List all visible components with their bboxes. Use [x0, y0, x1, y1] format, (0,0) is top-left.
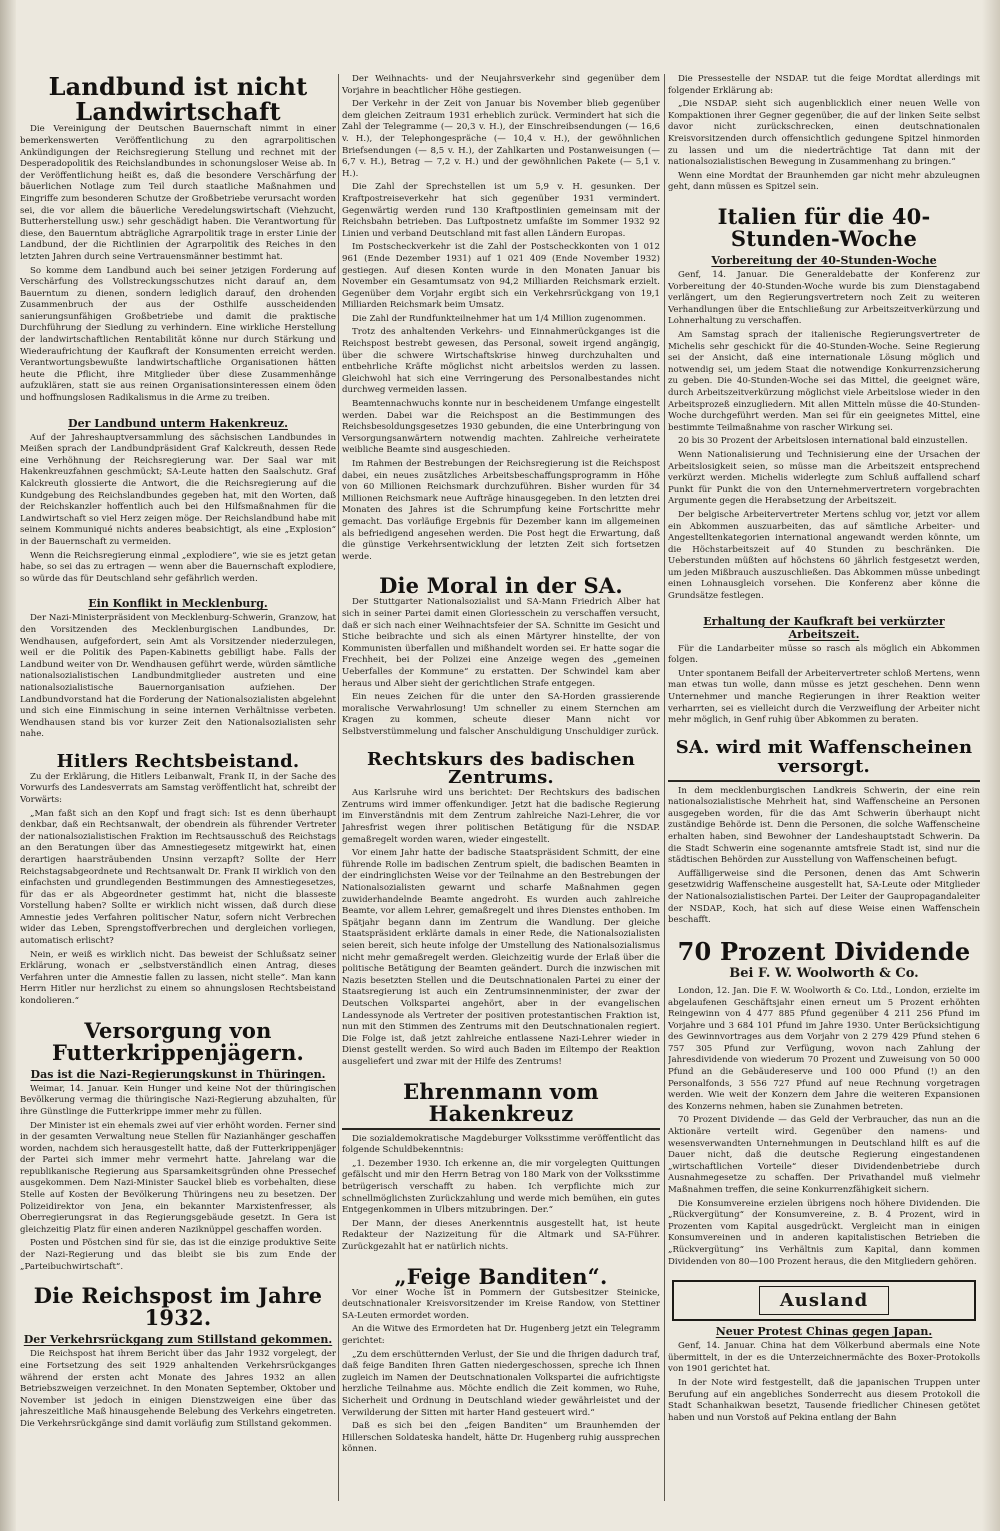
article-paragraph: Zu der Erklärung, die Hitlers Leibanwalt, Frank II, in der Sache des Vorwurfs des Landesverrats am Samstag veröffentlicht hat, schreibt der Vorwärts: — [20, 771, 336, 805]
article-paragraph: Weimar, 14. Januar. Kein Hunger und keine Not der thüringischen Bevölkerung vermag die thüringische Nazi-Regierung abzuhalten, für ihre Günstlinge die Futterkrippe immer mehr zu füllen. — [20, 1083, 336, 1117]
article-paragraph: „Man faßt sich an den Kopf und fragt sich: Ist es denn überhaupt denkbar, daß ein Rechtsanwalt, der obendrein als führender Vertreter der nationalsozialistischen Fraktion im Rechtsausschuß des Reichstags an den Beratungen über das Amnestiegesetz mitgewirkt hat, einen derartigen haarsträubenden Unsinn verzapft? Sollte der Herr Reichstagsabgeordnete und Rechtsanwalt Dr. Frank II wirklich von den einfachsten und grundlegenden Bestimmungen des Amnestiegesetzes, für das er als Abgeordneter gestimmt hat, nicht die blasseste Vorstellung haben? Sollte er wirklich nicht wissen, daß durch diese Amnestie jedes Verfahren politischer Natur, sofern nicht Verbrechen wider das Leben, Sprengstoffverbrechen und dergleichen vorliegen, automatisch erlischt? — [20, 808, 336, 947]
article-paragraph: 70 Prozent Dividende — das Geld der Verbraucher, das nun an die Aktionäre verteilt wird. Gegenüber den namens- und wesensverwandten Unternehmungen in Deutschland hilft es auf die Dauer nicht, daß die deutsche Regierung eingestandenen „wirtschaftlichen Vorteile“ dieser Dividendenbetriebe durch Ausnahmegesetze zu schaffen. Der Privathandel muß vielmehr Maßnahmen treffen, die seine Konkurrenzfähigkeit sichern. — [668, 1115, 980, 1195]
article-paragraph: Trotz des anhaltenden Verkehrs- und Einnahmerückganges ist die Reichspost bestrebt gewesen, das Personal, soweit irgend angängig, über die schwere Wirtschaftskrise hinweg durchzuhalten und entbehrliche Kräfte möglichst nicht arbeitslos werden zu lassen. Gleichwohl hat sich eine Verringerung des Personalbestandes nicht durchweg vermeiden lassen. — [342, 327, 660, 396]
column-middle — [342, 74, 660, 1509]
article-paragraph: Unter spontanem Beifall der Arbeitervertreter schloß Mertens, wenn man etwas tun wolle, dann müsse es jetzt geschehen. Denn wenn Unternehmer und manche Regierungen in ihrer Reaktion weiter verharrten, sei es vielleicht durch die Verzweiflung der Arbeiter nicht mehr möglich, in Genf ruhig über Abkommen zu beraten. — [668, 668, 980, 726]
article-paragraph: An die Witwe des Ermordeten hat Dr. Hugenberg jetzt ein Telegramm gerichtet: — [342, 1324, 660, 1346]
article-headline: Hitlers Rechtsbeistand. — [56, 750, 300, 772]
article-subheadline: Bei F. W. Woolworth & Co. — [729, 965, 919, 981]
article-paragraph: Wenn Nationalisierung und Technisierung eine der Ursachen der Arbeitslosigkeit seien, so müsse man die Arbeitszeit entsprechend verkürzt werden. Michelis widerlegte zum Schluß auffallend scharf Punkt für Punkt die von den Unternehmervertretern vorgebrachten Argumente gegen die Herabsetzung der Arbeitszeit. — [668, 449, 980, 507]
section-banner — [672, 1280, 976, 1321]
article-paragraph: Vor einer Woche ist in Pommern der Gutsbesitzer Steinicke, deutschnationaler Kreisvorsitzender im Kreise Randow, von Stettiner SA-Leuten ermordet worden. — [342, 1287, 660, 1321]
article-paragraph: Aus Karlsruhe wird uns berichtet: Der Rechtskurs des badischen Zentrums wird immer offenkundiger. Jetzt hat die badische Regierung im Einverständnis mit dem Zentrum zahlreiche Nazi-Lehrer, die vor Jahresfrist wegen ihrer politischen Betätigung für die NSDAP. gemaßregelt worden waren, wieder eingestellt. — [342, 788, 660, 845]
article-paragraph: Der belgische Arbeitervertreter Mertens schlug vor, jetzt vor allem ein Abkommen auszuarbeiten, das auf sämtliche Arbeiter- und Angestelltenkategorien international angewandt werden könnte, um die Höchstarbeitszeit auf 40 Stunden zu beschränken. Die Ueberstunden müßten auf höchstens 60 jährlich festgesetzt werden, um jeden Mißbrauch auszuschließen. Das Abkommen müsse unbedingt einen Lohnausgleich vorsehen. Die Konferenz aber könne die Grundsätze festlegen. — [668, 509, 980, 602]
article-paragraph: So komme dem Landbund auch bei seiner jetzigen Forderung auf Verschärfung des Vollstreckungsschutzes nicht darauf an, dem Bauerntum zu dienen, sondern lediglich darauf, den drohenden Zusammenbruch der aus der Osthilfe ausscheidenden sanierungsunfähigen Großbetriebe und damit die praktische Durchführung der Siedlung zu verhindern. Eine wirkliche Herstellung der landwirtschaftlichen Rentabilität könne nur durch Stärkung und Wiederaufrichtung der Kaufkraft der Konsumenten erreicht werden. Verantwortungsbewußte landwirtschaftliche Organisationen hätten heute die Pflicht, ihre Mitglieder über diese Zusammenhänge aufzuklären, statt sie aus reinen Organisationsinteressen einem öden und hoffnungslosen Radikalismus in die Arme zu treiben. — [20, 265, 336, 404]
article-paragraph: Für die Landarbeiter müsse so rasch als möglich ein Abkommen folgen. — [668, 643, 980, 666]
article-headline: Ehrenmann vom Hakenkreuz — [342, 1081, 660, 1130]
article-paragraph: Der Mann, der dieses Anerkenntnis ausgestellt hat, ist heute Redakteur der Nazizeitung für die Altmark und SA-Führer. Zurückgezahlt hat er natürlich nichts. — [342, 1218, 660, 1252]
article-paragraph: Beamtennachwuchs konnte nur in bescheidenem Umfange eingestellt werden. Dabei war die Reichspost an die Bestimmungen des Reichsbesoldungsgesetzes 1930 gebunden, die eine Unterbringung von Versorgungsanwärtern notwendig machten. Zahlreiche verheiratete weibliche Beamte sind ausgeschieden. — [342, 399, 660, 456]
article-paragraph: Die sozialdemokratische Magdeburger Volksstimme veröffentlicht das folgende Schuldbekenntnis: — [342, 1133, 660, 1156]
article-paragraph: In dem mecklenburgischen Landkreis Schwerin, der eine rein nationalsozialistische Mehrheit hat, sind Waffenscheine an Personen ausgegeben worden, für die das Amt Schwerin überhaupt nicht zuständige Behörde ist. Denn die Personen, die solche Waffenscheine erhalten haben, sind Bewohner der Landeshauptstadt Schwerin. Da die Stadt Schwerin eine sogenannte amtsfreie Stadt ist, sind nur die städtischen Behörden zur Ausstellung von Waffenscheinen befugt. — [668, 785, 980, 866]
article-block — [342, 748, 660, 1069]
column-right — [668, 74, 980, 1509]
article-block — [342, 575, 660, 738]
article-headline: Die Moral in der SA. — [379, 573, 623, 599]
article-paragraph: Die Pressestelle der NSDAP. tut die feige Mordtat allerdings mit folgender Erklärung ab: — [668, 74, 980, 96]
article-paragraph: Der Stuttgarter Nationalsozialist und SA-Mann Friedrich Alber hat sich in seiner Partei damit einen Gloriesschein zu verschaffen versucht, daß er sich nach einer Weihnachtsfeier der SA. Schnitte im Gesicht und Stiche beibrachte und sich als einen Märtyrer hinstellte, der von Kommunisten überfallen und mißhandelt worden sei. Er hatte sogar die Frechheit, bei der Polizei eine Anzeige wegen des „gemeinen Ueberfalles der Kommune“ zu erstatten. Der Schwindel kam aber heraus und Alber sieht der gerichtlichen Strafe entgegen. — [342, 597, 660, 689]
article-block — [668, 203, 980, 603]
article-block — [20, 1285, 336, 1430]
article-block — [668, 615, 980, 727]
article-paragraph: 20 bis 30 Prozent der Arbeitslosen international bald einzustellen. — [678, 436, 968, 447]
article-paragraph: Genf, 14. Januar. Die Generaldebatte der Konferenz zur Vorbereitung der 40-Stunden-Woche wurde bis zum Dienstagabend verlängert, um den Regierungsvertretern noch Zeit zu weiteren Verhandlungen über die Entschließung zur Arbeitszeitverkürzung und Lohnerhaltung zu verschaffen. — [668, 270, 980, 327]
article-headline: 70 Prozent Dividende — [677, 936, 971, 966]
article-headline: „Feige Banditen“. — [394, 1263, 608, 1289]
section-banner-title: Ausland — [759, 1286, 889, 1315]
article-subheadline: Der Landbund unterm Hakenkreuz. — [68, 416, 288, 430]
article-block — [668, 74, 980, 194]
article-paragraph: Auffälligerweise sind die Personen, denen das Amt Schwerin gesetzwidrig Waffenscheine ausgestellt hat, SA-Leute oder Mitglieder der Nationalsozialistischen Partei. Der Leiter der Gaupropagandaleiter der NSDAP., Koch, hat sich auf diese Weise einen Waffenschein beschafft. — [668, 868, 980, 926]
scan-edge-right — [982, 0, 1000, 1531]
column-rule — [664, 74, 665, 1501]
article-block — [668, 936, 980, 1268]
article-paragraph: Der Verkehr in der Zeit von Januar bis November blieb gegenüber dem gleichen Zeitraum 1931 erheblich zurück. Vermindert hat sich die Zahl der Telegramme (— 20,3 v. H.), der Einschreibsendungen (— 16,6 v. H.), der Telephongespräche (— 10,4 v. H.), der gewöhnlichen Briefsendungen (— 8,5 v. H.), der Zahlkarten und Postanweisungen (— 6,7 v. H.), Betrag — 7,2 v. H.) und der gewöhnlichen Pakete (— 5,1 v. H.). — [342, 99, 660, 179]
article-block — [668, 736, 980, 927]
article-paragraph: Genf, 14. Januar. China hat dem Völkerbund abermals eine Note übermittelt, in der es die Unterzeichnermächte des Boxer-Protokolls von 1901 gerichtet hat. — [668, 1341, 980, 1375]
article-paragraph: London, 12. Jan. Die F. W. Woolworth & Co. Ltd., London, erzielte im abgelaufenen Geschäftsjahr einen erneut um 5 Prozent erhöhten Reingewinn von 4 477 885 Pfund gegenüber 4 211 256 Pfund im Vorjahre und 3 684 101 Pfund im Jahre 1930. Unter Berücksichtigung des Gewinnvortrages aus dem Vorjahr von 2 279 429 Pfund stehen 6 757 305 Pfund zur Verfügung, wovon nach Zahlung der Jahresdividende von wiederum 70 Prozent und Zuweisung von 50 000 Pfund an die Gebäudereserve und 100 000 Pfund (!) an den Personalfonds, 3 556 727 Pfund auf neue Rechnung vorgetragen werden. Wie weit der Konzern dem Jahre die weiteren Expansionen des Konzerns nehmen, haben sie Zunahmen betreten. — [668, 985, 980, 1112]
article-paragraph: Wenn die Reichsregierung einmal „explodiere“, wie sie es jetzt getan habe, so sei das zu ertragen — wenn aber die Bauernschaft explodiere, so würde das für Deutschland sehr gefährlich werden. — [20, 550, 336, 584]
column-rule — [338, 74, 339, 1501]
article-paragraph: Die Zahl der Rundfunkteilnehmer hat um 1/4 Million zugenommen. — [352, 313, 646, 324]
article-subheadline: Neuer Protest Chinas gegen Japan. — [715, 1325, 933, 1339]
article-headline: SA. wird mit Waffenscheinen versorgt. — [668, 739, 980, 782]
article-block — [668, 1280, 980, 1424]
article-headline: Landbund ist nicht Landwirtschaft — [48, 74, 308, 127]
scan-edge-left — [0, 0, 16, 1531]
article-paragraph: Auf der Jahreshauptversammlung des sächsischen Landbundes in Meißen sprach der Landbundpräsident Graf Kalckreuth, dessen Rede eine Verhöhnung der Reichsregierung war. Der Saal war mit Hakenkreuzfahnen geschmückt; SA-Leute hatten den Saalschutz. Graf Kalckreuth glossierte die Antwort, die die Reichsregierung auf die Kundgebung des Reichslandbundes gegeben hat, mit den Worten, daß der Reichskanzler hoffentlich auch bei den Hilfsmaßnahmen für die Landwirtschaft so viel Herz zeigen möge. Der Reichslandbund habe mit seinem Kommuniqué nichts anderes beabsichtigt, als eine „Explosion“ in der Bauernschaft zu vermeiden. — [20, 432, 336, 547]
article-block — [20, 417, 336, 586]
article-paragraph: „Zu dem erschütternden Verlust, der Sie und die Ihrigen dadurch traf, daß feige Banditen Ihren Gatten niedergeschossen, spreche ich Ihnen zugleich im Namen der Deutschnationalen Volkspartei die aufrichtigste herzliche Teilnahme aus. Möchte endlich die Zeit kommen, wo Ruhe, Sicherheit und Ordnung in Deutschland wieder gewährleistet und der Verwilderung der Sitten mit harter Hand gesteuert wird.“ — [342, 1349, 660, 1418]
article-paragraph: Vor einem Jahr hatte der badische Staatspräsident Schmitt, der eine führende Rolle im badischen Zentrum spielt, die badischen Beamten in der eindringlichsten Weise vor der Teilnahme an den Bestrebungen der Nationalsozialisten gewarnt und scharfe Maßnahmen gegen zuwiderhandelnde Beamte angedroht. Es wurden auch zahlreiche Beamte, vor allem Lehrer, gemaßregelt und ihres Dienstes enthoben. Im Spätjahr begann dann im Zentrum die Wandlung. Der gleiche Staatspräsident erklärte damals in einer Rede, die Nationalsozialisten seien bereit, sich heute infolge der Umstellung des Nationalsozialismus nicht mehr gemaßregelt werden. Gleichzeitig wurde der Erlaß über die politische Betätigung der Beamten geändert. Durch die inzwischen mit Nazis besetzten Stellen und die Deutschnationalen Partei zu einer der Staatsregierung ist auch ein Zentrumsinnenminister, der zwar der Deutschen Volkspartei angehört, aber in der evangelischen Landessynode als Vertreter der positiven protestantischen Fraktion ist, nun mit den Stimmen des Zentrums mit den Deutschnationalen regiert. Die Folge ist, daß jetzt zahlreiche entlassene Nazi-Lehrer wieder in Dienst gestellt werden. So wird auch Baden im Eiltempo der Reaktion ausgeliefert und zwar mit der Hilfe des Zentrums! — [342, 848, 660, 1067]
article-paragraph: Nein, er weiß es wirklich nicht. Das beweist der Schlußsatz seiner Erklärung, wonach er „selbstverständlich einen Antrag, dieses Verfahren unter die Amnestie fallen zu lassen, nicht stelle“. Man kann Herrn Hitler nur herzlichst zu einem so ahnungslosen Rechtsbeistand kondolieren.“ — [20, 949, 336, 1007]
article-headline: Die Reichspost im Jahre 1932. — [33, 1283, 323, 1331]
article-block — [342, 74, 660, 563]
article-headline: Versorgung von Futterkrippenjägern. — [51, 1017, 305, 1065]
article-block — [342, 1078, 660, 1254]
article-subheadline: Das ist die Nazi-Regierungskunst in Thüringen. — [30, 1067, 326, 1081]
article-paragraph: In der Note wird festgestellt, daß die japanischen Truppen unter Berufung auf ein angebliches Sonderrecht aus diesem Protokoll die Stadt Schanhaikwan besetzt, Tausende friedlicher Chinesen getötet haben und nun Vorstoß auf Pekina entlang der Bahn — [668, 1377, 980, 1423]
article-block — [20, 597, 336, 741]
article-paragraph: Die Konsumvereine erzielen übrigens noch höhere Dividenden. Die „Rückvergütung“ der Konsumvereine, z. B. 4 Prozent, wird in Prozenten vom Kapital ausgedrückt. Vergleicht man in einigen Konsumvereinen und in anderen kapitalistischen Betrieben die „Rückvergütung“ ins Verhältnis zum Kapital, dann kommen Dividenden von 80—100 Prozent heraus, die den Mitgliedern gehören. — [668, 1198, 980, 1267]
article-paragraph: „Die NSDAP. sieht sich augenblicklich einer neuen Welle von Kompaktionen ihrer Gegner gegenüber, die auf der linken Seite selbst davor nicht zurückschrecken, einen deutschnationalen Kreisvorsitzenden durch offensichtlich gedungene Spitzel hinmorden zu lassen und um die niederträchtige Tat dann mit der nationalsozialistischen Bewegung in Zusammenhang zu bringen.“ — [668, 99, 980, 168]
article-paragraph: Posten und Pöstchen sind für sie, das ist die einzige produktive Seite der Nazi-Regierung und das bleibt sie bis zum Ende der „Parteibuchwirtschaft“. — [20, 1238, 336, 1272]
article-paragraph: Wenn eine Mordtat der Braunhemden gar nicht mehr abzuleugnen geht, dann müssen es Spitzel sein. — [668, 170, 980, 193]
article-headline: Rechtskurs des badischen Zentrums. — [367, 748, 635, 789]
article-block — [20, 750, 336, 1008]
article-paragraph: Der Minister ist ein ehemals zwei auf vier erhöht worden. Ferner sind in der gesamten Verwaltung neue Stellen für Nazianhänger geschaffen worden, nachdem sich herausgestellt hatte, daß der Futterkrippenjäger der Partei sich immer mehr vermehrt hatte. Jahrelang war die republikanische Regierung aus Sparsamkeitsgründen ohne Pressechef ausgekommen. Dem Nazi-Minister Sauckel blieb es vorbehalten, diese Stelle auf Kosten der Bevölkerung Thüringens neu zu besetzen. Der Polizeidirektor von Jena, ein bekannter Marxistenfresser, als Oberregierungsrat in das Regierungsgebäude gesetzt. In Gera ist gleichzeitig Platz für einen anderen Naziknüppel geschaffen worden. — [20, 1120, 336, 1235]
column-left — [20, 74, 336, 1509]
article-paragraph: Ein neues Zeichen für die unter den SA-Horden grassierende moralische Verwahrlosung! Um schneller zu einem Sternchen am Kragen zu kommen, scheute dieser Mann nicht vor Selbstverstümmelung und falscher Anschuldigung Unschuldiger zurück. — [342, 692, 660, 737]
article-paragraph: „1. Dezember 1930. Ich erkenne an, die mir vorgelegten Quittungen gefälscht und mir den Herrn Betrag von 180 Mark von der Volksstimme betrügerisch verschafft zu haben. Ich verpflichte mich zur schnellmöglichsten Zurückzahlung und werde mich bemühen, ein gutes Entgegenkommen in Ulbers mitzubringen. Der.“ — [342, 1158, 660, 1216]
article-subheadline: Der Verkehrsrückgang zum Stillstand gekommen. — [23, 1333, 333, 1347]
article-block — [20, 74, 336, 405]
article-subheadline: Erhaltung der Kaufkraft bei verkürzter Arbeitszeit. — [703, 614, 945, 641]
article-paragraph: Die Zahl der Sprechstellen ist um 5,9 v. H. gesunken. Der Kraftpostreiseverkehr hat sich gegenüber 1931 vermindert. Gegenwärtig werden rund 130 Kraftpostlinien gemeinsam mit der Reichsbahn betrieben. Das Luftpostnetz umfaßte im Sommer 1932 92 Linien und verband Deutschland mit fast allen Ländern Europas. — [342, 182, 660, 239]
article-subheadline: Vorbereitung der 40-Stunden-Woche — [711, 254, 937, 268]
article-paragraph: Am Samstag sprach der italienische Regierungsvertreter de Michelis sehr geschickt für die 40-Stunden-Woche. Seine Regierung sei der Ansicht, daß eine internationale Lösung möglich und notwendig sei, um jedem Staat die notwendige Konkurrenzsicherung zu geben. Die 40-Stunden-Woche sei das Mittel, die geeignet wäre, durch Arbeitszeitverkürzung möglichst viele Arbeitslose wieder in den Arbeitsprozeß einzugliedern. Mit allen Mitteln müsse die 40-Stunden-Woche durchgeführt werden. Man sei für ein geeignetes Mittel, eine bestimmte Teilmaßnahme von rascher Wirkung sei. — [668, 330, 980, 433]
article-paragraph: Im Postscheckverkehr ist die Zahl der Postscheckkonten von 1 012 961 (Ende Dezember 1931) auf 1 021 409 (Ende November 1932) gestiegen. Auf diesen Konten wurde in den Monaten Januar bis November ein Gesamtumsatz von 94,2 Milliarden Reichsmark erzielt. Gegenüber dem Vorjahr ergibt sich ein Verkehrsrückgang von 19,1 Milliarden Reichsmark beim Umsatz. — [342, 242, 660, 311]
article-subheadline: Ein Konflikt in Mecklenburg. — [88, 597, 268, 611]
article-block — [342, 1263, 660, 1456]
article-block — [20, 1017, 336, 1274]
article-paragraph: Der Nazi-Ministerpräsident von Mecklenburg-Schwerin, Granzow, hat den Vorsitzenden des Mecklenburgischen Landbundes, Dr. Wendhausen, aufgefordert, sein Amt als Vorsitzender niederzulegen, weil er die Politik des Papen-Kabinetts gebilligt habe. Falls der Landbund weiter von Dr. Wendhausen geführt werde, würden sämtliche nationalsozialistischen Landbundmitglieder austreten und eine nationalsozialistische Bauernorganisation aufziehen. Der Landbundvorstand hat die Forderung der Nationalsozialisten abgelehnt und sich eine Einmischung in seine internen Verhältnisse verbeten. Wendhausen stand bis vor kurzer Zeit den Nationalsozialisten sehr nahe. — [20, 613, 336, 740]
article-paragraph: Die Reichspost hat ihrem Bericht über das Jahr 1932 vorgelegt, der eine Fortsetzung des seit 1929 anhaltenden Verkehrsrückganges während der ersten acht Monate des Jahres 1932 an allen Betriebszweigen verzeichnet. In den Monaten September, Oktober und November ist jedoch in einigen Dienstzweigen eine über das jahreszeitliche Maß hinausgehende Belebung des Verkehrs eingetreten. Die Verkehrsrückgänge sind damit vorläufig zum Stillstand gekommen. — [20, 1349, 336, 1429]
article-paragraph: Im Rahmen der Bestrebungen der Reichsregierung ist die Reichspost dabei, ein neues zusätzliches Arbeitsbeschaffungsprogramm in Höhe von 60 Millionen Reichsmark durchzuführen. Bisher wurden für 34 Millionen Reichsmark neue Aufträge hinausgegeben. In den letzten drei Monaten des Jahres ist die Schrumpfung keine Fortschritte mehr gemacht. Das vorläufige Ergebnis für Dezember kann im allgemeinen als befriedigend angesehen werden. Die Post hegt die Erwartung, daß die günstige Verkehrsentwicklung der letzten Zeit sich fortsetzen werde. — [342, 459, 660, 562]
article-headline: Italien für die 40-Stunden-Woche — [717, 203, 931, 251]
article-paragraph: Die Vereinigung der Deutschen Bauernschaft nimmt in einer bemerkenswerten Veröffentlichung zu den agrarpolitischen Ankündigungen der Reichsregierung Stellung und rechnet mit der Desperadopolitik des Reichslandbundes in schonungsloser Weise ab. In der Veröffentlichung heißt es, daß die besondere Verschärfung der bäuerlichen Notlage zum Teil durch staatliche Maßnahmen und Eingriffe zum besonderen Schutze der Großbetriebe verursacht worden sei, die vor allem die bäuerliche Veredelungswirtschaft (Viehzucht, Butterherstellung usw.) sehr geschädigt haben. Die Verantwortung für diese, den Bauerntum abträgliche Agrarpolitik trage in erster Linie der Landbund, der die Richtlinien der Agrarpolitik des Reiches in den letzten Jahren durch seine Vertrauensmänner bestimmt hat. — [20, 124, 336, 262]
article-paragraph: Daß es sich bei den „feigen Banditen“ um Braunhemden der Hillerschen Soldateska handelt, hätte Dr. Hugenberg ruhig aussprechen können. — [342, 1421, 660, 1455]
article-paragraph: Der Weihnachts- und der Neujahrsverkehr sind gegenüber dem Vorjahre in beachtlicher Höhe gestiegen. — [342, 74, 660, 96]
